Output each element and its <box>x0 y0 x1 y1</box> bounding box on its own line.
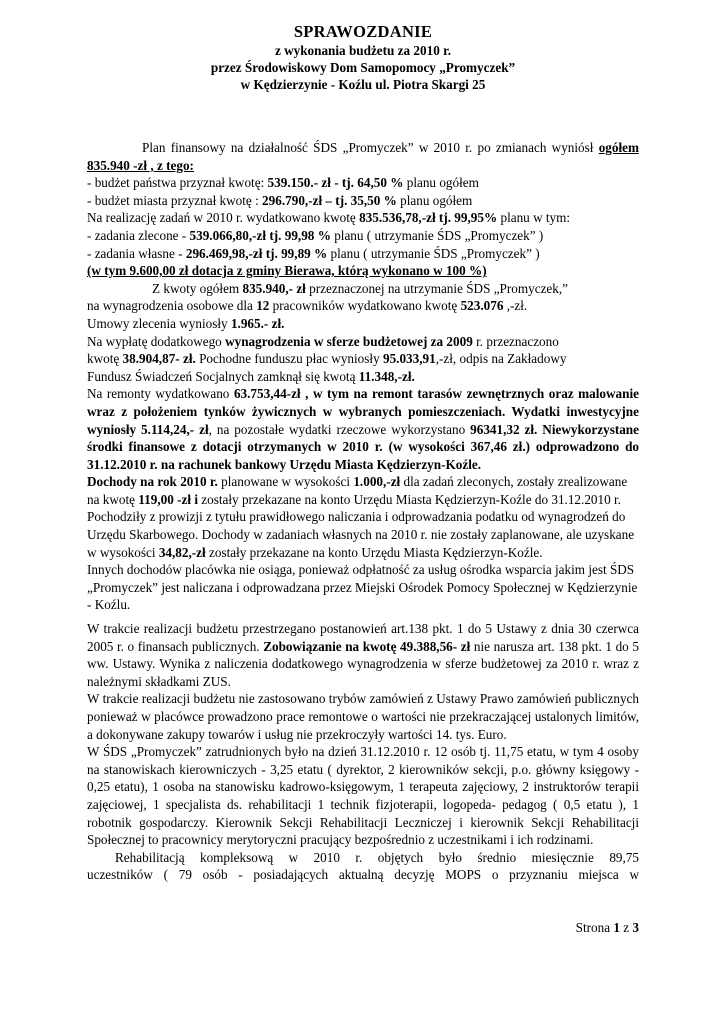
salaries-text-5: ,-zł. <box>503 298 528 314</box>
spent-amount: 835.536,78,-zł tj. 99,95% <box>359 210 498 226</box>
income-heading: Dochody na rok 2010 r. <box>87 474 218 490</box>
line-state-budget <box>87 174 639 192</box>
own-label: - zadania własne - <box>87 245 186 261</box>
additional-pay-text-4: Pochodne funduszu płac wyniosły <box>195 351 383 367</box>
page-separator: z <box>619 920 633 935</box>
paragraph-rehab-line-1: Rehabilitacją kompleksową w 2010 r. objętych było średnio miesięcznie 89,75 <box>115 849 639 865</box>
paragraph-contracts <box>87 315 639 333</box>
liability-amount: Zobowiązanie na kwotę 49.388,56- zł <box>263 638 471 654</box>
salaries-text-2: przeznaczonej na utrzymanie ŚDS „Promyczek,” <box>305 280 569 296</box>
subtitle-line-2: przez Środowiskowy Dom Samopomocy „Promyczek” <box>210 60 516 75</box>
line-city-budget <box>87 192 639 210</box>
compliance-text-2: nie narusza art. 138 pkt. 1 do 5 ww. Ustawy. Wynika z naliczenia dodatkowego wynagrodzenia w sferze budżetowej za 2010 r. wraz z należnymi składkami ZUS. <box>87 638 639 689</box>
paragraph-plan <box>87 139 639 174</box>
salaries-text-4: pracowników wydatkowano kwotę <box>269 298 461 314</box>
paragraph-compliance <box>87 620 639 690</box>
additional-pay-text-2: r. przeznaczono <box>472 333 559 349</box>
plan-text: Plan finansowy na działalność ŚDS „Promyczek” w 2010 r. po zmianach wyniósł <box>142 140 594 155</box>
additional-pay-text-3: kwotę <box>87 351 123 367</box>
city-budget-amount: 296.790,-zł – tj. 35,50 % <box>262 192 397 208</box>
repairs-bold-1: 63.753,44-zł , w tym na remont tarasów zewnętrznych oraz malowanie wraz z położeniem tynków żywicznych w wybranych pomieszczeniach. Wydatki inwestycyjne wyniosły 5.114,24,- zł <box>87 386 639 437</box>
document-body <box>87 139 639 884</box>
derivatives-amount: 95.033,91 <box>382 351 436 367</box>
additional-pay-text-5: ,-zł, odpis na Zakładowy <box>435 351 567 367</box>
income-text-3: zostały przekazane na konto Urzędu Miasta Kędzierzyn-Koźle do 31.12.2010 r. Pochodziły z prowizji z tytułu prawidłowego naliczania i odprowadzania podatku od wynagrodzeń do Urzędu Skarbowego. Dochody w zadaniach własnych na 2010 r. nie zostały zaplanowane, ale uzyskane w wysokości <box>87 491 635 560</box>
page-number <box>576 919 639 936</box>
salaries-total: 835.940,- zł <box>242 280 306 296</box>
state-budget-label: - budżet państwa przyznał kwotę: <box>87 175 268 191</box>
salaries-amount: 523.076 <box>460 298 504 314</box>
document-title: SPRAWOZDANIE <box>293 22 433 41</box>
page-prefix: Strona <box>575 920 614 935</box>
social-fund-text: Fundusz Świadczeń Socjalnych zamknął się kwotą <box>87 368 359 384</box>
subtitle-line-3: w Kędzierzynie - Koźlu ul. Piotra Skargi 25 <box>240 77 486 92</box>
paragraph-other-income: Innych dochodów placówka nie osiąga, ponieważ odpłatność za usług ośrodka wsparcia jakim jest ŚDS „Promyczek” jest naliczana i odprowadzana przez Miejski Ośrodek Pomocy Społecznej w Kędzierzynie - Koźlu. <box>87 562 638 613</box>
paragraph-staff: W ŚDS „Promyczek” zatrudnionych było na dzień 31.12.2010 r. 12 osób tj. 11,75 etatu, w tym 4 osoby na stanowiskach kierowniczych - 3,25 etatu ( dyrektor, 2 kierowników sekcji, p.o. główny księgowy - 0,25 etatu), 1 osoba na stanowisku kadrowo-księgowym, 1 terapeuta zajęciowy, 2 instruktorów terapii zajęciowej, 1 specjalista ds. rehabilitacji 1 technik fizjoterapii, logopeda- pedagog ( 0,5 etatu ), 1 robotnik gospodarczy. Kierownik Sekcji Rehabilitacji Leczniczej i kierownik Sekcji Rehabilitacji Społecznej to pracownicy merytoryczni pracujący bezpośrednio z uczestnikami i ich rodzinami. <box>87 744 639 848</box>
spent-label: Na realizację zadań w 2010 r. wydatkowano kwotę <box>87 210 360 226</box>
repairs-text-2: , na pozostałe wydatki rzeczowe wykorzystano <box>208 421 471 437</box>
social-fund-amount: 11.348,-zł. <box>358 368 415 384</box>
spent-suffix: planu w tym: <box>497 210 571 226</box>
paragraph-repairs <box>87 385 639 473</box>
subtitle-line-1: z wykonania budżetu za 2010 r. <box>274 43 452 58</box>
paragraph-salaries <box>87 280 639 298</box>
state-budget-amount: 539.150.- zł - tj. 64,50 % <box>267 175 404 191</box>
additional-pay-bold: wynagrodzenia w sferze budżetowej za 2009 <box>225 333 473 349</box>
city-budget-suffix: planu ogółem <box>396 192 473 208</box>
total-pages: 3 <box>632 920 639 935</box>
paragraph-salaries-cont <box>87 297 639 315</box>
current-page: 1 <box>613 920 620 935</box>
repairs-bold-2: 96341,32 zł. Niewykorzystane środki finansowe z dotacji otrzymanych w 2010 r. (w wysokości 367,46 zł.) odprowadzono do 31.12.2010 r. na rachunek bankowy Urzędu Miasta Kędzierzyn-Koźle. <box>87 421 639 472</box>
document-header <box>87 22 639 93</box>
own-suffix: planu ( utrzymanie ŚDS „Promyczek” ) <box>327 245 540 261</box>
income-planned: 1.000,-zł <box>353 474 401 490</box>
line-commissioned-tasks <box>87 227 639 245</box>
paragraph-income <box>87 473 639 561</box>
employee-count: 12 <box>256 298 270 314</box>
additional-pay-amount: 38.904,87- zł. <box>122 351 196 367</box>
line-spent <box>87 209 639 227</box>
additional-pay-text-1: Na wypłatę dodatkowego <box>87 333 226 349</box>
paragraph-rehab-line-2: uczestników ( 79 osób - posiadających aktualną decyzję MOPS o przyznaniu miejsca w <box>87 867 639 883</box>
contracts-label: Umowy zlecenia wyniosły <box>87 315 231 331</box>
state-budget-suffix: planu ogółem <box>403 175 479 191</box>
income-text-2: dla zadań zleconych, zostały zrealizowane na kwotę <box>87 474 628 507</box>
contracts-amount: 1.965.- zł. <box>230 315 285 331</box>
salaries-text-1: Z kwoty ogółem <box>152 280 243 296</box>
plan-total: ogółem 835.940 -zł , z tego: <box>87 140 639 173</box>
income-text-4: zostały przekazane na konto Urzędu Miasta Kędzierzyn-Koźle. <box>205 544 543 560</box>
commissioned-suffix: planu ( utrzymanie ŚDS „Promyczek” ) <box>330 227 544 243</box>
income-own: 34,82,-zł <box>158 544 206 560</box>
compliance-text-1: W trakcie realizacji budżetu przestrzegano postanowień art.138 pkt. 1 do 5 Ustawy z dnia 30 czerwca 2005 r. o finansach publicznych. <box>87 621 639 654</box>
income-text-1: planowane w wysokości <box>217 474 354 490</box>
own-amount: 296.469,98,-zł tj. 99,89 % <box>185 245 328 261</box>
salaries-text-3: na wynagrodzenia osobowe dla <box>87 298 257 314</box>
income-realized: 119,00 -zł i <box>138 491 198 507</box>
paragraph-additional-pay <box>87 333 639 386</box>
paragraph-procurement: W trakcie realizacji budżetu nie zastosowano trybów zamówień z Ustawy Prawo zamówień publicznych ponieważ w placówce prowadzono prace remontowe o wartości nie przekraczającej ustalonych limitów, a dokonywane zakupy towarów i usług nie przekroczyły wartości 14. tys. Euro. <box>87 691 639 742</box>
city-budget-label: - budżet miasta przyznał kwotę : <box>87 192 263 208</box>
line-own-tasks <box>87 245 639 263</box>
commissioned-amount: 539.066,80,-zł tj. 99,98 % <box>189 227 331 243</box>
line-bierawa-grant: (w tym 9.600,00 zł dotacja z gminy Bierawa, którą wykonano w 100 %) <box>87 263 487 279</box>
repairs-text-1: Na remonty wydatkowano <box>87 386 234 402</box>
commissioned-label: - zadania zlecone - <box>87 227 190 243</box>
